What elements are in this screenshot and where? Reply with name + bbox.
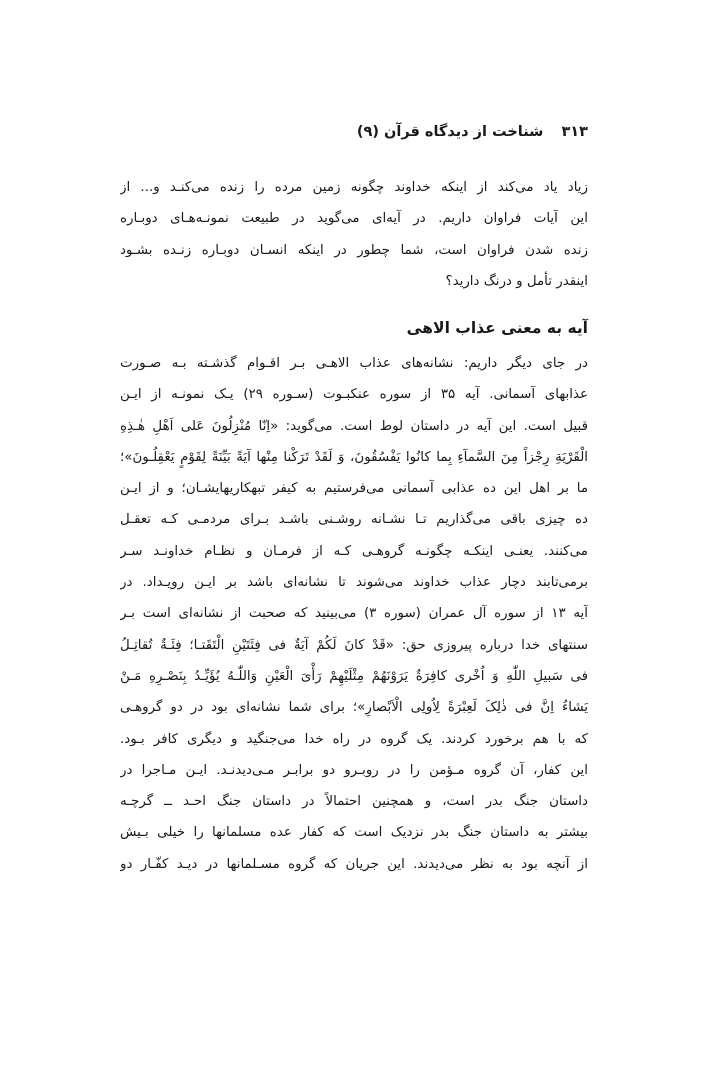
text-line: یَشاءُ اِنَّ فی ذٰلِکَ لَعِبْرَةً لِاُولِی الْاَبْصارِ»؛ برای شما نشانه‌ای بود در دو گروهـی (120, 700, 588, 716)
text-line: در جای دیگر داریم: نشانه‌های عذاب الاهـی بـر اقـوام گذشـته بـه صـورت (120, 356, 588, 371)
running-head (120, 120, 588, 144)
text-line: برمی‌تابند دچار عذاب خداوند می‌شوند تا نشانه‌ای باشد بر ایـن رویـداد. در (120, 575, 588, 591)
text-line: داستان جنگ بدر است، و همچنین احتمالاً در داستان جنگ احـد ــ گرچـه (120, 794, 588, 810)
text-line: عذابهای آسمانی. آیه ۳۵ از سوره عنکبـوت (سـوره ۲۹) یـک نمونـه از ایـن (120, 387, 588, 403)
text-line: آیه ۱۳ از سوره آل عمران (سوره ۳) می‌بینید که صحبت از نشانه‌ای است بـر (120, 606, 588, 622)
section-heading: آیه به معنی عذاب الاهی (406, 319, 588, 337)
text-line: ده چیزی باقی می‌گذاریم تـا نشـانه روشـنی باشـد بـرای مردمـی کـه تعقـل (120, 512, 588, 528)
text-line: سنتهای خدا درباره پیروزی حق: «قَدْ کانَ لَکُمْ آیَةٌ فی فِئَتَیْنِ الْتَقَتـا؛ فِئَـةٌ تُقاتِـلُ (120, 637, 588, 653)
text-line: الْقَرْیَةِ رِجْزاً مِنَ السَّمآءِ بِما کانُوا یَفْسُقُونَ، وَ لَقَدْ تَرَکْنا مِنْها آیَةً بَیِّنَةً لِقَوْمٍ یَعْقِلُـونَ»؛ (120, 449, 588, 465)
paragraph-2 (120, 348, 588, 880)
text-line: که با هم برخورد کردند. یک گروه در راه خدا می‌جنگید و دیگری کافر بـود. (120, 731, 588, 747)
text-line: قبیل است. این آیه در داستان لوط است. می‌گوید: «اِنّا مُنْزِلُونَ عَلی اَهْلِ هٰـذِهِ (120, 418, 588, 434)
page-number: ۳۱۳ (561, 124, 588, 140)
text-line: زنده شدن فراوان است، شما چطور در اینکه انسـان دوبـاره زنـده بشـود (120, 242, 588, 258)
text-line: این آیات فراوان داریم. در آیه‌ای می‌گوید در طبیعت نمونـه‌هـای دوبـاره (120, 211, 588, 227)
text-line: اینقدر تأمل و درنگ دارید؟ (445, 273, 588, 289)
text-line: از آنچه بود به نظر می‌دیدند. این جریان که گروه مسـلمانها در دیـد کفّـار دو (120, 856, 588, 872)
running-head-title: شناخت از دیدگاه قرآن (۹) (356, 124, 544, 140)
paragraph-1 (120, 172, 588, 297)
text-line: این کفار، آن گروه مـؤمن را در روبـرو دو برابـر مـی‌دیدنـد. ایـن مـاجرا در (120, 762, 588, 778)
text-line: ما بر اهل این ده عذابی آسمانی می‌فرستیم به کیفر تبهکاریهایشـان؛ و از ایـن (120, 481, 588, 497)
text-line: فی سَبیلِ اللّٰهِ وَ اُخْری کافِرَةٌ یَرَوْنَهُمْ مِثْلَیْهِمْ رَأْیَ الْعَیْنِ وَاللّٰـهُ یُؤَیِّـدُ بِنَصْـرِهِ مَـنْ (120, 668, 588, 684)
text-line: می‌کنند. یعنـی اینکـه چگونـه گروهـی کـه از فرمـان و نظـام خداونـد سـر (120, 543, 588, 559)
text-line: زیاد یاد می‌کند از اینکه خداوند چگونه زمین مرده را زنده می‌کنـد و... از (120, 180, 588, 195)
text-line: بیشتر به داستان جنگ بدر نزدیک است که کفار عده مسلمانها را خیلی بـیش (120, 825, 588, 841)
